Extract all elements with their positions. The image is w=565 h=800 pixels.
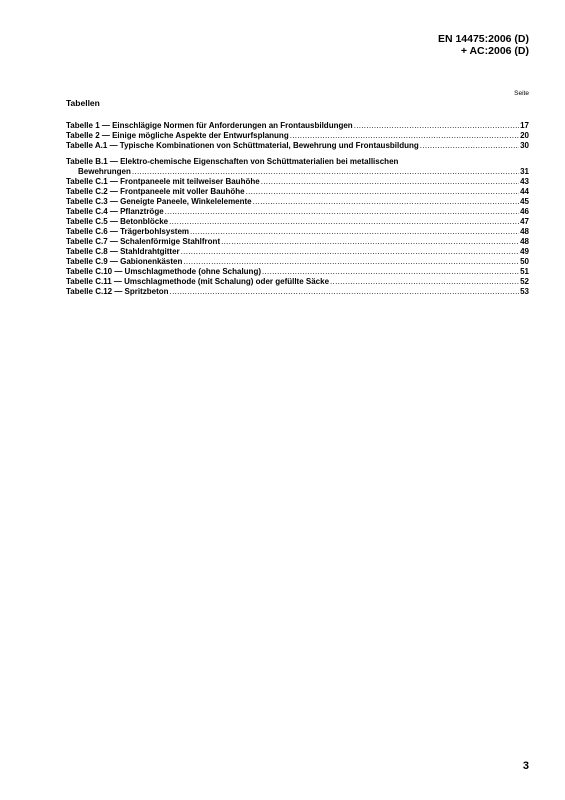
toc-leader-dots [330, 277, 519, 287]
toc-entry-page: 47 [520, 217, 529, 226]
toc-entry[interactable] [66, 227, 529, 237]
toc-leader-dots [261, 177, 519, 187]
toc-entry[interactable] [66, 167, 529, 177]
toc-entry-page: 46 [520, 207, 529, 216]
toc-entry-page: 43 [520, 177, 529, 186]
toc-entry-page: 20 [520, 131, 529, 140]
toc-entry-label: Tabelle C.9 — Gabionenkästen [66, 257, 183, 266]
toc-leader-dots [165, 207, 519, 217]
toc-entry-label: Bewehrungen [78, 167, 131, 176]
toc-leader-dots [169, 217, 519, 227]
toc-entry-label: Tabelle C.3 — Geneigte Paneele, Winkelelemente [66, 197, 252, 206]
toc-entry-label: Tabelle 2 — Einige mögliche Aspekte der Entwurfsplanung [66, 131, 289, 140]
toc-entry-page: 17 [520, 121, 529, 130]
toc-leader-dots [170, 287, 520, 297]
toc-entry-label: Tabelle C.12 — Spritzbeton [66, 287, 169, 296]
toc-entry-page: 50 [520, 257, 529, 266]
toc-entry[interactable] [66, 217, 529, 227]
toc-entry-label: Tabelle 1 — Einschlägige Normen für Anforderungen an Frontausbildungen [66, 121, 353, 130]
toc-entry[interactable] [66, 141, 529, 151]
toc-leader-dots [354, 121, 519, 131]
toc-entry-label: Tabelle C.8 — Stahldrahtgitter [66, 247, 180, 256]
toc-entry-label: Tabelle C.6 — Trägerbohlsystem [66, 227, 190, 236]
toc-entry-label: Tabelle C.1 — Frontpaneele mit teilweiser Bauhöhe [66, 177, 260, 186]
section-title: Tabellen [66, 98, 100, 108]
toc-entry-label-first-line[interactable]: Tabelle B.1 — Elektro-chemische Eigenschaften von Schüttmaterialien bei metallischen [66, 157, 399, 166]
toc-entry-label: Tabelle C.7 — Schalenförmige Stahlfront [66, 237, 221, 246]
toc-entry-label: Tabelle C.4 — Pflanztröge [66, 207, 164, 216]
toc-leader-dots [221, 237, 519, 247]
toc-entry[interactable] [66, 187, 529, 197]
toc-entry-label: Tabelle C.2 — Frontpaneele mit voller Bauhöhe [66, 187, 245, 196]
toc-entry-label: Tabelle C.10 — Umschlagmethode (ohne Schalung) [66, 267, 261, 276]
toc-entry-page: 48 [520, 227, 529, 236]
toc-entry-page: 52 [520, 277, 529, 286]
toc-entry[interactable] [66, 257, 529, 267]
toc-leader-dots [420, 141, 519, 151]
toc-entry[interactable] [66, 197, 529, 207]
toc-entry[interactable] [66, 267, 529, 277]
toc-leader-dots [190, 227, 519, 237]
toc-entry-page: 53 [520, 287, 529, 296]
toc-leader-dots [132, 167, 519, 177]
toc-entry-page: 31 [520, 167, 529, 176]
toc-leader-dots [253, 197, 519, 207]
toc-entry-page: 45 [520, 197, 529, 206]
page-number: 3 [522, 760, 529, 772]
toc-leader-dots [246, 187, 520, 197]
document-reference-line1: EN 14475:2006 (D) [437, 33, 529, 45]
toc-entry-page: 49 [520, 247, 529, 256]
toc-entry-label: Tabelle C.5 — Betonblöcke [66, 217, 169, 226]
toc-entry-label: Tabelle C.11 — Umschlagmethode (mit Schalung) oder gefüllte Säcke [66, 277, 330, 286]
toc-entry[interactable] [66, 121, 529, 131]
toc-entry-page: 48 [520, 237, 529, 246]
toc-leader-dots [262, 267, 519, 277]
toc-entry[interactable] [66, 247, 529, 257]
toc-entry-page: 30 [520, 141, 529, 150]
toc-leader-dots [183, 257, 519, 267]
page-column-label: Seite [514, 90, 529, 97]
toc-leader-dots [181, 247, 519, 257]
toc-entry[interactable] [66, 131, 529, 141]
toc-entry[interactable] [66, 207, 529, 217]
toc-leader-dots [290, 131, 519, 141]
toc-entry[interactable] [66, 177, 529, 187]
document-reference [438, 33, 529, 57]
toc-entry-label: Tabelle A.1 — Typische Kombinationen von Schüttmaterial, Bewehrung und Frontausbildung [66, 141, 419, 150]
toc-entry[interactable] [66, 277, 529, 287]
toc-entry[interactable] [66, 287, 529, 297]
toc-entry[interactable] [66, 237, 529, 247]
toc-entry-page: 51 [520, 267, 529, 276]
table-of-contents [66, 121, 529, 297]
toc-entry-page: 44 [520, 187, 529, 196]
document-reference-line2: + AC:2006 (D) [460, 45, 529, 57]
